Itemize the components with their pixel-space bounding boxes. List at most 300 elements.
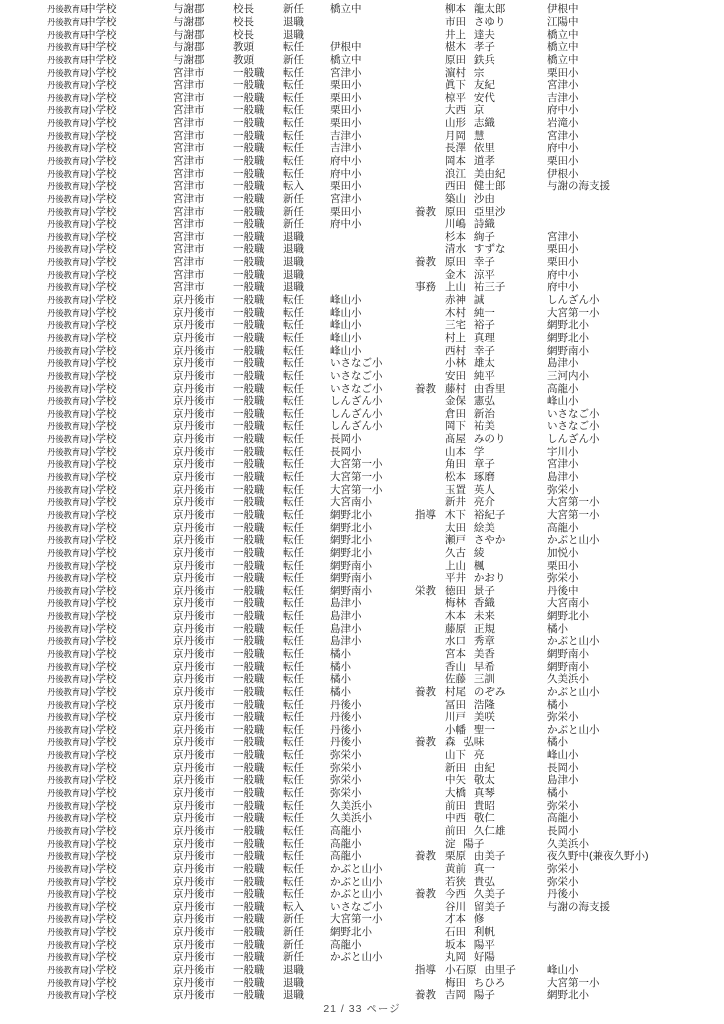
cell-name: 杉本 絢子 [445, 230, 495, 243]
cell-previous-school: 栗田小 [547, 155, 579, 167]
table-row [0, 900, 724, 913]
cell-new-school: 栗田小 [330, 180, 362, 193]
cell-action: 転任 [283, 458, 304, 471]
cell-name: 黄前 真一 [445, 862, 495, 875]
cell-position: 一般職 [233, 660, 265, 673]
cell-action: 転任 [283, 521, 304, 534]
cell-new-school: 栗田小 [330, 104, 362, 117]
cell-name: 倉田 新治 [445, 407, 495, 420]
cell-previous-school: 与謝の海支援 [547, 900, 610, 913]
cell-school-level: 小学校 [85, 496, 117, 509]
cell-school-level: 小学校 [85, 142, 117, 155]
cell-new-school: 栗田小 [330, 91, 362, 104]
cell-new-school: 弥栄小 [330, 761, 362, 774]
cell-position: 一般職 [233, 610, 265, 623]
cell-bureau: 丹後教育局 [47, 623, 89, 634]
cell-previous-school: 島津小 [547, 357, 579, 370]
table-row [0, 837, 724, 850]
cell-previous-school: 峰山小 [547, 964, 579, 976]
cell-bureau: 丹後教育局 [47, 712, 89, 723]
cell-new-school: 宮津小 [330, 192, 362, 205]
personnel-table [0, 3, 724, 1002]
cell-bureau: 丹後教育局 [47, 244, 89, 255]
cell-position: 一般職 [233, 167, 265, 180]
cell-school-level: 小学校 [85, 471, 117, 484]
cell-bureau: 丹後教育局 [47, 67, 89, 78]
table-row [0, 673, 724, 686]
cell-position: 一般職 [233, 824, 265, 837]
cell-previous-school: 橘小 [547, 736, 568, 749]
cell-new-school: 島津小 [330, 635, 362, 648]
cell-name: 小石原 由里子 [445, 964, 516, 976]
cell-previous-school: かぶと山小 [547, 635, 600, 648]
cell-district: 京丹後市 [173, 673, 215, 686]
table-row [0, 294, 724, 307]
cell-previous-school: 高龍小 [547, 521, 579, 534]
cell-position: 一般職 [233, 281, 265, 294]
cell-school-level: 中学校 [85, 28, 117, 41]
table-row [0, 3, 724, 16]
cell-name: 村尾 のぞみ [445, 685, 506, 698]
cell-school-level: 小学校 [85, 155, 117, 167]
cell-district: 与謝郡 [173, 15, 205, 28]
cell-bureau: 丹後教育局 [47, 332, 89, 343]
cell-district: 京丹後市 [173, 913, 215, 926]
cell-previous-school: 島津小 [547, 471, 579, 484]
cell-school-level: 小学校 [85, 369, 117, 382]
cell-position: 一般職 [233, 736, 265, 749]
cell-new-school: 高龍小 [330, 938, 362, 951]
cell-school-level: 小学校 [85, 205, 117, 218]
cell-previous-school: 府中小 [547, 268, 579, 281]
table-row [0, 521, 724, 534]
cell-position: 一般職 [233, 445, 265, 458]
cell-name: 金木 涼平 [445, 268, 495, 281]
cell-school-level: 小学校 [85, 382, 117, 395]
cell-district: 京丹後市 [173, 420, 215, 433]
cell-bureau: 丹後教育局 [47, 762, 89, 773]
cell-school-level: 小学校 [85, 938, 117, 951]
cell-new-school: 網野南小 [330, 559, 372, 572]
cell-job-type: 栄教 [415, 584, 436, 597]
cell-action: 転任 [283, 799, 304, 812]
cell-new-school: 府中小 [330, 218, 362, 231]
cell-new-school: 橘小 [330, 647, 351, 660]
cell-job-type: 事務 [415, 281, 436, 294]
cell-name: 前田 久仁雄 [445, 824, 506, 837]
cell-district: 京丹後市 [173, 369, 215, 382]
cell-action: 転任 [283, 357, 304, 370]
table-row [0, 686, 724, 699]
cell-name: 藤村 由香里 [445, 382, 506, 395]
cell-school-level: 小学校 [85, 306, 117, 319]
cell-name: 金保 憲弘 [445, 395, 495, 408]
cell-new-school: いさなご小 [330, 369, 383, 382]
cell-district: 京丹後市 [173, 787, 215, 800]
cell-name: 栗原 由美子 [445, 850, 506, 863]
cell-district: 宮津市 [173, 104, 205, 117]
cell-bureau: 丹後教育局 [47, 939, 89, 950]
cell-new-school: 栗田小 [330, 117, 362, 130]
cell-previous-school: 宮津小 [547, 79, 579, 92]
cell-position: 一般職 [233, 900, 265, 913]
cell-school-level: 小学校 [85, 129, 117, 142]
cell-action: 新任 [283, 951, 304, 964]
table-row [0, 268, 724, 281]
cell-name: 川嶋 詩織 [445, 218, 495, 231]
cell-school-level: 小学校 [85, 243, 117, 256]
cell-school-level: 小学校 [85, 673, 117, 686]
cell-district: 京丹後市 [173, 875, 215, 888]
cell-district: 与謝郡 [173, 41, 205, 54]
cell-previous-school: 網野南小 [547, 660, 589, 673]
cell-district: 京丹後市 [173, 294, 215, 307]
cell-previous-school: 与謝の海支援 [547, 180, 610, 193]
cell-new-school: しんざん小 [330, 407, 383, 420]
cell-name: 原田 鉄兵 [445, 53, 495, 66]
cell-action: 転任 [283, 142, 304, 155]
cell-bureau: 丹後教育局 [47, 181, 89, 192]
cell-action: 退職 [283, 256, 304, 269]
table-row [0, 938, 724, 951]
table-row [0, 231, 724, 244]
cell-new-school: 長岡小 [330, 445, 362, 458]
cell-previous-school: 岩滝小 [547, 117, 579, 130]
cell-name: 清水 すずな [445, 243, 506, 256]
cell-new-school: 橘小 [330, 673, 351, 686]
cell-school-level: 小学校 [85, 622, 117, 635]
cell-action: 退職 [283, 28, 304, 41]
cell-new-school: しんざん小 [330, 395, 383, 408]
cell-district: 京丹後市 [173, 610, 215, 623]
cell-school-level: 小学校 [85, 761, 117, 774]
cell-school-level: 小学校 [85, 268, 117, 281]
cell-action: 転任 [283, 698, 304, 711]
cell-name: 小幡 聖一 [445, 723, 495, 736]
cell-previous-school: 三河内小 [547, 369, 589, 382]
table-row [0, 382, 724, 395]
cell-district: 京丹後市 [173, 926, 215, 939]
cell-name: 太田 絵美 [445, 521, 495, 534]
cell-position: 一般職 [233, 91, 265, 104]
cell-school-level: 小学校 [85, 812, 117, 825]
cell-previous-school: 丹後中 [547, 584, 579, 597]
cell-name: 眞下 友紀 [445, 79, 495, 92]
cell-name: 今西 久美子 [445, 888, 506, 901]
cell-previous-school: 網野南小 [547, 647, 589, 660]
cell-position: 一般職 [233, 951, 265, 964]
cell-school-level: 小学校 [85, 91, 117, 104]
cell-school-level: 小学校 [85, 534, 117, 547]
table-row [0, 344, 724, 357]
cell-action: 転任 [283, 685, 304, 698]
cell-district: 京丹後市 [173, 407, 215, 420]
table-row [0, 167, 724, 180]
cell-new-school: 府中小 [330, 155, 362, 167]
cell-position: 一般職 [233, 192, 265, 205]
cell-position: 一般職 [233, 787, 265, 800]
cell-district: 京丹後市 [173, 357, 215, 370]
cell-previous-school: 弥栄小 [547, 483, 579, 496]
cell-name: 中矢 敬太 [445, 774, 495, 787]
cell-bureau: 丹後教育局 [47, 750, 89, 761]
cell-school-level: 小学校 [85, 900, 117, 913]
cell-name: 村上 真理 [445, 331, 495, 344]
cell-action: 転任 [283, 155, 304, 167]
table-row [0, 863, 724, 876]
cell-new-school: いさなご小 [330, 357, 383, 370]
cell-action: 転任 [283, 824, 304, 837]
cell-previous-school: いさなご小 [547, 407, 600, 420]
cell-district: 宮津市 [173, 218, 205, 231]
cell-district: 京丹後市 [173, 344, 215, 357]
cell-bureau: 丹後教育局 [47, 421, 89, 432]
cell-name: 徳田 景子 [445, 584, 495, 597]
cell-district: 京丹後市 [173, 559, 215, 572]
cell-school-level: 小学校 [85, 610, 117, 623]
cell-position: 一般職 [233, 812, 265, 825]
cell-name: 赤神 誠 [445, 294, 485, 307]
cell-previous-school: 網野北小 [547, 319, 589, 332]
cell-bureau: 丹後教育局 [47, 990, 89, 1001]
cell-school-level: 小学校 [85, 117, 117, 130]
cell-position: 一般職 [233, 142, 265, 155]
table-row [0, 180, 724, 193]
cell-bureau: 丹後教育局 [47, 699, 89, 710]
cell-school-level: 小学校 [85, 331, 117, 344]
cell-district: 宮津市 [173, 142, 205, 155]
cell-action: 転任 [283, 559, 304, 572]
cell-action: 転任 [283, 508, 304, 521]
cell-name: 坂本 陽平 [445, 938, 495, 951]
cell-school-level: 小学校 [85, 559, 117, 572]
cell-position: 一般職 [233, 913, 265, 926]
table-row [0, 749, 724, 762]
cell-district: 宮津市 [173, 230, 205, 243]
cell-position: 一般職 [233, 635, 265, 648]
cell-action: 転任 [283, 711, 304, 724]
cell-school-level: 小学校 [85, 167, 117, 180]
cell-action: 転任 [283, 546, 304, 559]
table-row [0, 496, 724, 509]
cell-new-school: しんざん小 [330, 420, 383, 433]
cell-action: 転任 [283, 749, 304, 762]
cell-new-school: 栗田小 [330, 79, 362, 92]
cell-school-level: 中学校 [85, 3, 117, 16]
cell-position: 一般職 [233, 989, 265, 1002]
cell-previous-school: 弥栄小 [547, 711, 579, 724]
cell-name: 松本 琢磨 [445, 471, 495, 484]
cell-name: 丸岡 好陽 [445, 951, 495, 964]
cell-action: 転任 [283, 382, 304, 395]
cell-district: 京丹後市 [173, 761, 215, 774]
cell-action: 新任 [283, 205, 304, 218]
cell-school-level: 小学校 [85, 875, 117, 888]
cell-previous-school: 弥栄小 [547, 572, 579, 585]
cell-bureau: 丹後教育局 [47, 29, 89, 40]
cell-district: 宮津市 [173, 268, 205, 281]
cell-bureau: 丹後教育局 [47, 889, 89, 900]
cell-school-level: 小学校 [85, 256, 117, 269]
table-row [0, 850, 724, 863]
cell-action: 転任 [283, 723, 304, 736]
cell-action: 転任 [283, 91, 304, 104]
cell-previous-school: 弥栄小 [547, 862, 579, 875]
cell-school-level: 小学校 [85, 647, 117, 660]
cell-name: 梅林 香織 [445, 597, 495, 610]
cell-position: 一般職 [233, 407, 265, 420]
cell-position: 一般職 [233, 420, 265, 433]
table-row [0, 16, 724, 29]
cell-job-type: 指導 [415, 508, 436, 521]
cell-bureau: 丹後教育局 [47, 282, 89, 293]
cell-name: 前田 貴昭 [445, 799, 495, 812]
cell-district: 宮津市 [173, 117, 205, 130]
table-row [0, 799, 724, 812]
cell-school-level: 小学校 [85, 420, 117, 433]
cell-bureau: 丹後教育局 [47, 345, 89, 356]
cell-position: 一般職 [233, 319, 265, 332]
cell-action: 転任 [283, 597, 304, 610]
cell-position: 教頭 [233, 41, 254, 54]
cell-position: 一般職 [233, 521, 265, 534]
cell-action: 退職 [283, 15, 304, 28]
cell-school-level: 小学校 [85, 913, 117, 926]
cell-bureau: 丹後教育局 [47, 636, 89, 647]
cell-bureau: 丹後教育局 [47, 838, 89, 849]
table-row [0, 193, 724, 206]
cell-bureau: 丹後教育局 [47, 472, 89, 483]
cell-bureau: 丹後教育局 [47, 168, 89, 179]
cell-name: 原田 亞里沙 [445, 205, 506, 218]
cell-previous-school: 伊根小 [547, 167, 579, 180]
cell-name: 西村 幸子 [445, 344, 495, 357]
cell-district: 与謝郡 [173, 53, 205, 66]
cell-previous-school: 網野北小 [547, 989, 589, 1002]
cell-previous-school: 伊根中 [547, 3, 579, 16]
cell-new-school: 橘小 [330, 660, 351, 673]
cell-previous-school: 網野北小 [547, 610, 589, 623]
cell-bureau: 丹後教育局 [47, 547, 89, 558]
cell-new-school: 府中小 [330, 167, 362, 180]
cell-action: 転任 [283, 774, 304, 787]
cell-district: 京丹後市 [173, 976, 215, 989]
table-row [0, 951, 724, 964]
cell-school-level: 小学校 [85, 799, 117, 812]
cell-district: 京丹後市 [173, 888, 215, 901]
cell-name: 玉置 英人 [445, 483, 495, 496]
cell-bureau: 丹後教育局 [47, 206, 89, 217]
cell-name: 久古 綾 [445, 546, 485, 559]
cell-new-school: 高龍小 [330, 824, 362, 837]
cell-new-school: 網野南小 [330, 572, 372, 585]
cell-bureau: 丹後教育局 [47, 952, 89, 963]
cell-position: 校長 [233, 28, 254, 41]
cell-school-level: 小学校 [85, 319, 117, 332]
cell-position: 一般職 [233, 749, 265, 762]
cell-new-school: 橘小 [330, 685, 351, 698]
cell-district: 京丹後市 [173, 572, 215, 585]
cell-bureau: 丹後教育局 [47, 4, 89, 15]
table-row [0, 875, 724, 888]
table-row [0, 471, 724, 484]
cell-action: 転任 [283, 294, 304, 307]
cell-new-school: かぶと山小 [330, 875, 383, 888]
cell-new-school: 大宮第一小 [330, 471, 383, 484]
cell-previous-school: 橋立中 [547, 41, 579, 54]
cell-previous-school: 大宮第一小 [547, 508, 600, 521]
cell-action: 退職 [283, 243, 304, 256]
cell-school-level: 小学校 [85, 180, 117, 193]
cell-action: 転任 [283, 319, 304, 332]
cell-bureau: 丹後教育局 [47, 434, 89, 445]
table-row [0, 698, 724, 711]
cell-new-school: 網野北小 [330, 521, 372, 534]
table-row [0, 370, 724, 383]
cell-new-school: かぶと山小 [330, 951, 383, 964]
table-row [0, 243, 724, 256]
cell-position: 一般職 [233, 180, 265, 193]
cell-school-level: 小学校 [85, 976, 117, 989]
cell-previous-school: 峰山小 [547, 395, 579, 408]
cell-district: 京丹後市 [173, 749, 215, 762]
cell-position: 一般職 [233, 938, 265, 951]
table-row [0, 420, 724, 433]
table-row [0, 155, 724, 168]
cell-school-level: 小学校 [85, 723, 117, 736]
cell-bureau: 丹後教育局 [47, 219, 89, 230]
cell-bureau: 丹後教育局 [47, 396, 89, 407]
cell-position: 一般職 [233, 572, 265, 585]
cell-action: 転任 [283, 660, 304, 673]
cell-bureau: 丹後教育局 [47, 459, 89, 470]
cell-position: 一般職 [233, 698, 265, 711]
cell-position: 一般職 [233, 205, 265, 218]
cell-position: 一般職 [233, 584, 265, 597]
cell-position: 一般職 [233, 711, 265, 724]
cell-bureau: 丹後教育局 [47, 484, 89, 495]
cell-previous-school: 長岡小 [547, 824, 579, 837]
cell-name: 水口 秀章 [445, 635, 495, 648]
cell-bureau: 丹後教育局 [47, 92, 89, 103]
cell-new-school: 峰山小 [330, 306, 362, 319]
cell-position: 校長 [233, 3, 254, 16]
cell-new-school: 吉津小 [330, 142, 362, 155]
cell-school-level: 小学校 [85, 230, 117, 243]
cell-name: 冨田 浩隆 [445, 698, 495, 711]
cell-action: 転任 [283, 369, 304, 382]
cell-school-level: 小学校 [85, 597, 117, 610]
cell-action: 転任 [283, 167, 304, 180]
cell-previous-school: 長岡小 [547, 761, 579, 774]
cell-previous-school: 弥栄小 [547, 875, 579, 888]
cell-school-level: 小学校 [85, 964, 117, 976]
cell-name: 木本 未来 [445, 610, 495, 623]
table-row [0, 711, 724, 724]
cell-position: 一般職 [233, 559, 265, 572]
cell-bureau: 丹後教育局 [47, 813, 89, 824]
cell-new-school: 大宮第一小 [330, 483, 383, 496]
cell-previous-school: 宮津小 [547, 230, 579, 243]
cell-action: 新任 [283, 938, 304, 951]
cell-action: 転任 [283, 875, 304, 888]
cell-action: 転任 [283, 306, 304, 319]
cell-bureau: 丹後教育局 [47, 977, 89, 988]
cell-district: 京丹後市 [173, 306, 215, 319]
cell-position: 一般職 [233, 104, 265, 117]
cell-position: 一般職 [233, 66, 265, 79]
cell-name: 石田 利帆 [445, 926, 495, 939]
